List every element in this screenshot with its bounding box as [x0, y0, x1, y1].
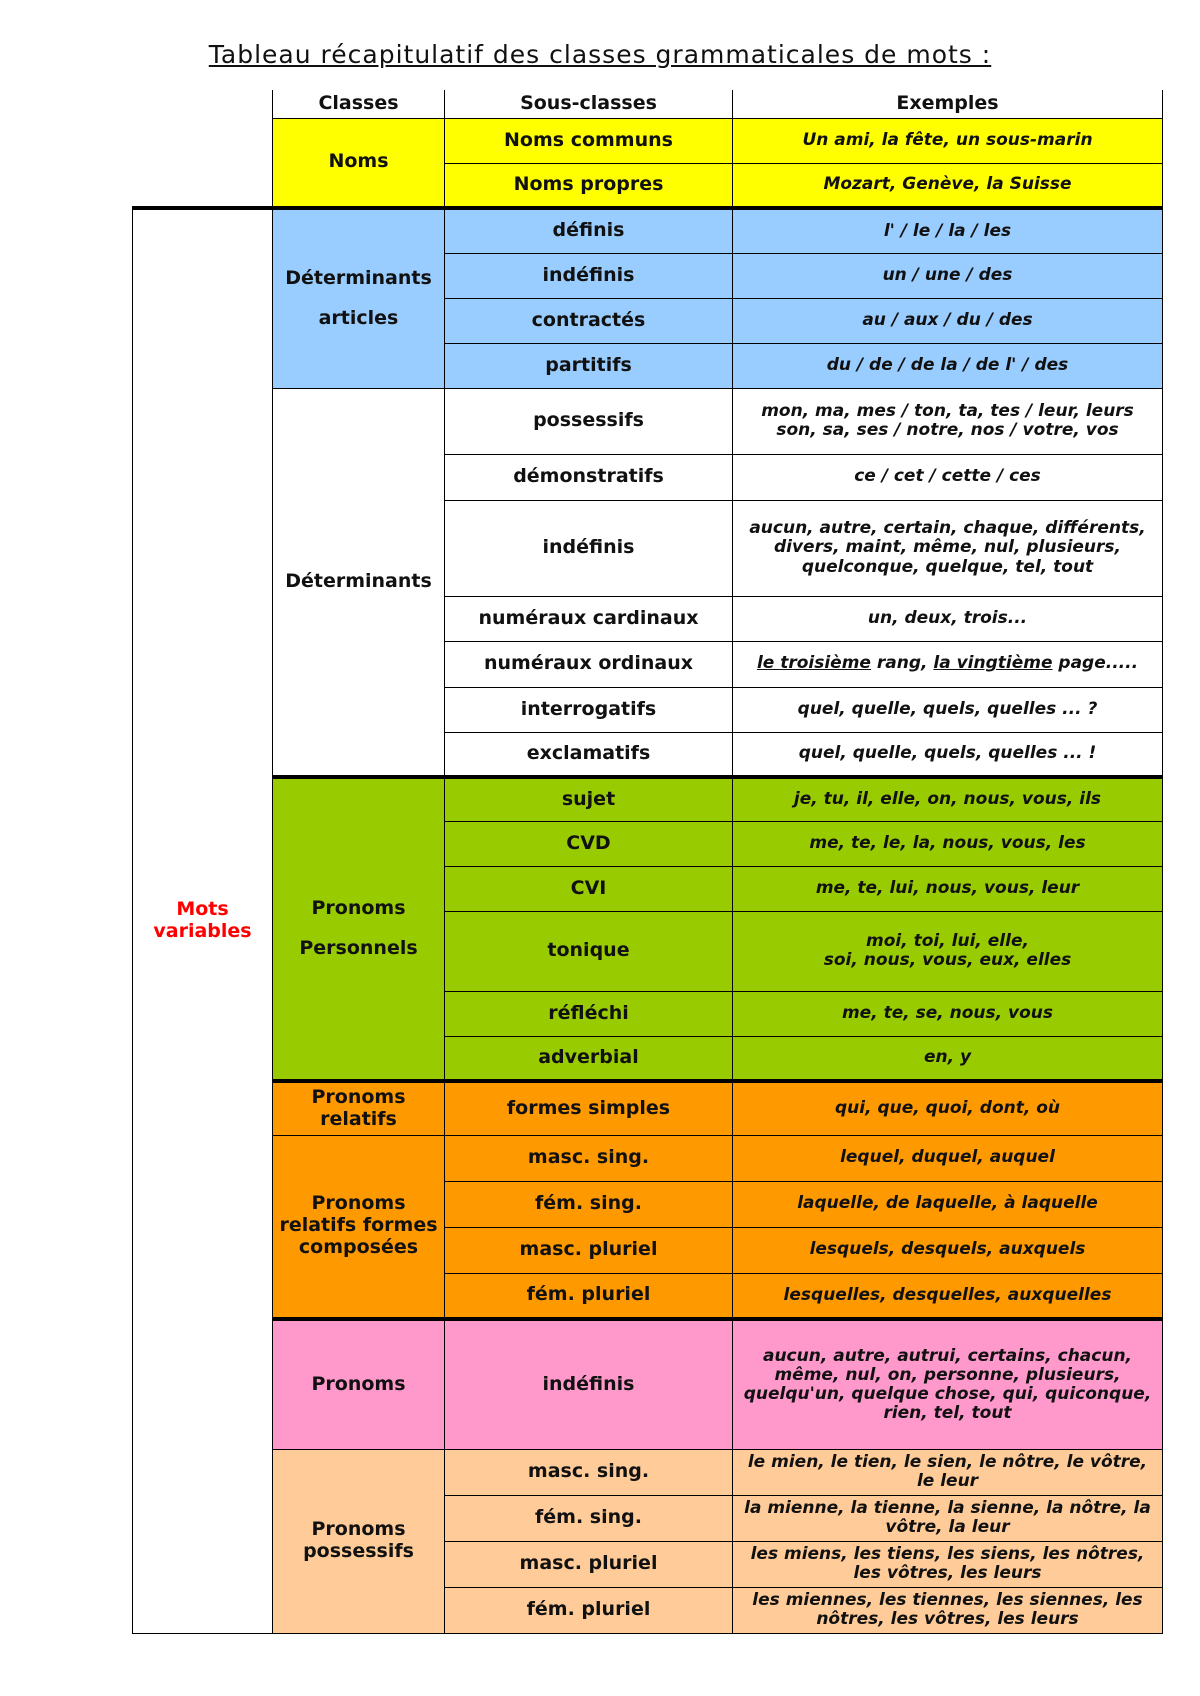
subclass-cell: adverbial: [445, 1036, 733, 1081]
table-row: [133, 777, 1163, 821]
subclass-cell: CVD: [445, 821, 733, 866]
group-mots-variables: [133, 208, 273, 1633]
subclass-cell: indéfinis: [445, 500, 733, 596]
class-pronoms-relatifs-composes: Pronoms relatifs formes composées: [273, 1135, 445, 1319]
example-cell: me, te, lui, nous, vous, leur: [733, 866, 1163, 911]
subclass-cell: démonstratifs: [445, 454, 733, 500]
table-row: [133, 1081, 1163, 1135]
example-cell: me, te, le, la, nous, vous, les: [733, 821, 1163, 866]
class-noms: Noms: [273, 118, 445, 208]
subclass-cell: partitifs: [445, 343, 733, 388]
example-cell: au / aux / du / des: [733, 298, 1163, 343]
example-cell: l' / le / la / les: [733, 208, 1163, 253]
example-cell: mon, ma, mes / ton, ta, tes / leur, leurs son, sa, ses / notre, nos / votre, vos: [733, 388, 1163, 454]
header-classes: Classes: [273, 90, 445, 118]
header-row: [133, 90, 1163, 118]
subclass-cell: réfléchi: [445, 991, 733, 1036]
header-exemples: Exemples: [733, 90, 1163, 118]
example-cell: du / de / de la / de l' / des: [733, 343, 1163, 388]
subclass-cell: interrogatifs: [445, 687, 733, 732]
header-sous-classes: Sous-classes: [445, 90, 733, 118]
class-pronoms-possessifs: Pronoms possessifs: [273, 1449, 445, 1633]
example-cell: quel, quelle, quels, quelles ... !: [733, 732, 1163, 777]
example-cell: laquelle, de laquelle, à laquelle: [733, 1181, 1163, 1227]
subclass-cell: fém. pluriel: [445, 1587, 733, 1633]
subclass-cell: masc. sing.: [445, 1135, 733, 1181]
subclass-cell: possessifs: [445, 388, 733, 454]
subclass-cell: indéfinis: [445, 1319, 733, 1449]
subclass-cell: CVI: [445, 866, 733, 911]
example-cell: lequel, duquel, auquel: [733, 1135, 1163, 1181]
subclass-cell: fém. pluriel: [445, 1273, 733, 1319]
example-cell: un / une / des: [733, 253, 1163, 298]
subclass-cell: indéfinis: [445, 253, 733, 298]
group-label-line1: Mots: [176, 898, 229, 921]
subclass-cell: masc. pluriel: [445, 1227, 733, 1273]
example-cell: Mozart, Genève, la Suisse: [733, 163, 1163, 208]
table-row: [133, 1135, 1163, 1181]
class-determinants: Déterminants: [273, 388, 445, 777]
subclass-cell: masc. pluriel: [445, 1541, 733, 1587]
group-label-line2: variables: [153, 920, 252, 943]
example-cell: aucun, autre, autrui, certains, chacun, même, nul, on, personne, plusieurs, quelqu'un, quelque chose, qui, quiconque, rien, tel, tout: [733, 1319, 1163, 1449]
class-pronoms-personnels: Pronoms Personnels: [273, 777, 445, 1081]
example-cell: qui, que, quoi, dont, où: [733, 1081, 1163, 1135]
subclass-cell: Noms propres: [445, 163, 733, 208]
example-cell: les miens, les tiens, les siens, les nôtres, les vôtres, les leurs: [733, 1541, 1163, 1587]
example-cell: moi, toi, lui, elle, soi, nous, vous, eux, elles: [733, 911, 1163, 991]
example-cell: le troisième rang, la vingtième page.....: [733, 641, 1163, 687]
subclass-cell: numéraux ordinaux: [445, 641, 733, 687]
example-cell: un, deux, trois...: [733, 596, 1163, 641]
subclass-cell: contractés: [445, 298, 733, 343]
subclass-cell: tonique: [445, 911, 733, 991]
subclass-cell: définis: [445, 208, 733, 253]
page-title: Tableau récapitulatif des classes grammaticales de mots :: [208, 40, 992, 69]
subclass-cell: sujet: [445, 777, 733, 821]
subclass-cell: Noms communs: [445, 118, 733, 163]
subclass-cell: masc. sing.: [445, 1449, 733, 1495]
subclass-cell: fém. sing.: [445, 1495, 733, 1541]
example-cell: quel, quelle, quels, quelles ... ?: [733, 687, 1163, 732]
class-pronoms-relatifs: Pronoms relatifs: [273, 1081, 445, 1135]
subclass-cell: formes simples: [445, 1081, 733, 1135]
example-cell: le mien, le tien, le sien, le nôtre, le vôtre, le leur: [733, 1449, 1163, 1495]
example-cell: je, tu, il, elle, on, nous, vous, ils: [733, 777, 1163, 821]
example-cell: la mienne, la tienne, la sienne, la nôtre, la vôtre, la leur: [733, 1495, 1163, 1541]
example-cell: aucun, autre, certain, chaque, différents, divers, maint, même, nul, plusieurs, quelconque, quelque, tel, tout: [733, 500, 1163, 596]
table-row: [133, 1319, 1163, 1449]
table-row: [133, 1449, 1163, 1495]
example-cell: les miennes, les tiennes, les siennes, les nôtres, les vôtres, les leurs: [733, 1587, 1163, 1633]
subclass-cell: numéraux cardinaux: [445, 596, 733, 641]
class-determinants-articles: Déterminants articles: [273, 208, 445, 388]
table-row: [133, 118, 1163, 163]
summary-table: [132, 90, 1163, 1634]
example-cell: Un ami, la fête, un sous-marin: [733, 118, 1163, 163]
example-cell: ce / cet / cette / ces: [733, 454, 1163, 500]
example-cell: lesquelles, desquelles, auxquelles: [733, 1273, 1163, 1319]
example-cell: lesquels, desquels, auxquels: [733, 1227, 1163, 1273]
class-pronoms-indefinis: Pronoms: [273, 1319, 445, 1449]
subclass-cell: fém. sing.: [445, 1181, 733, 1227]
table-row: [133, 208, 1163, 253]
table-row: [133, 388, 1163, 454]
example-cell: me, te, se, nous, vous: [733, 991, 1163, 1036]
subclass-cell: exclamatifs: [445, 732, 733, 777]
example-cell: en, y: [733, 1036, 1163, 1081]
